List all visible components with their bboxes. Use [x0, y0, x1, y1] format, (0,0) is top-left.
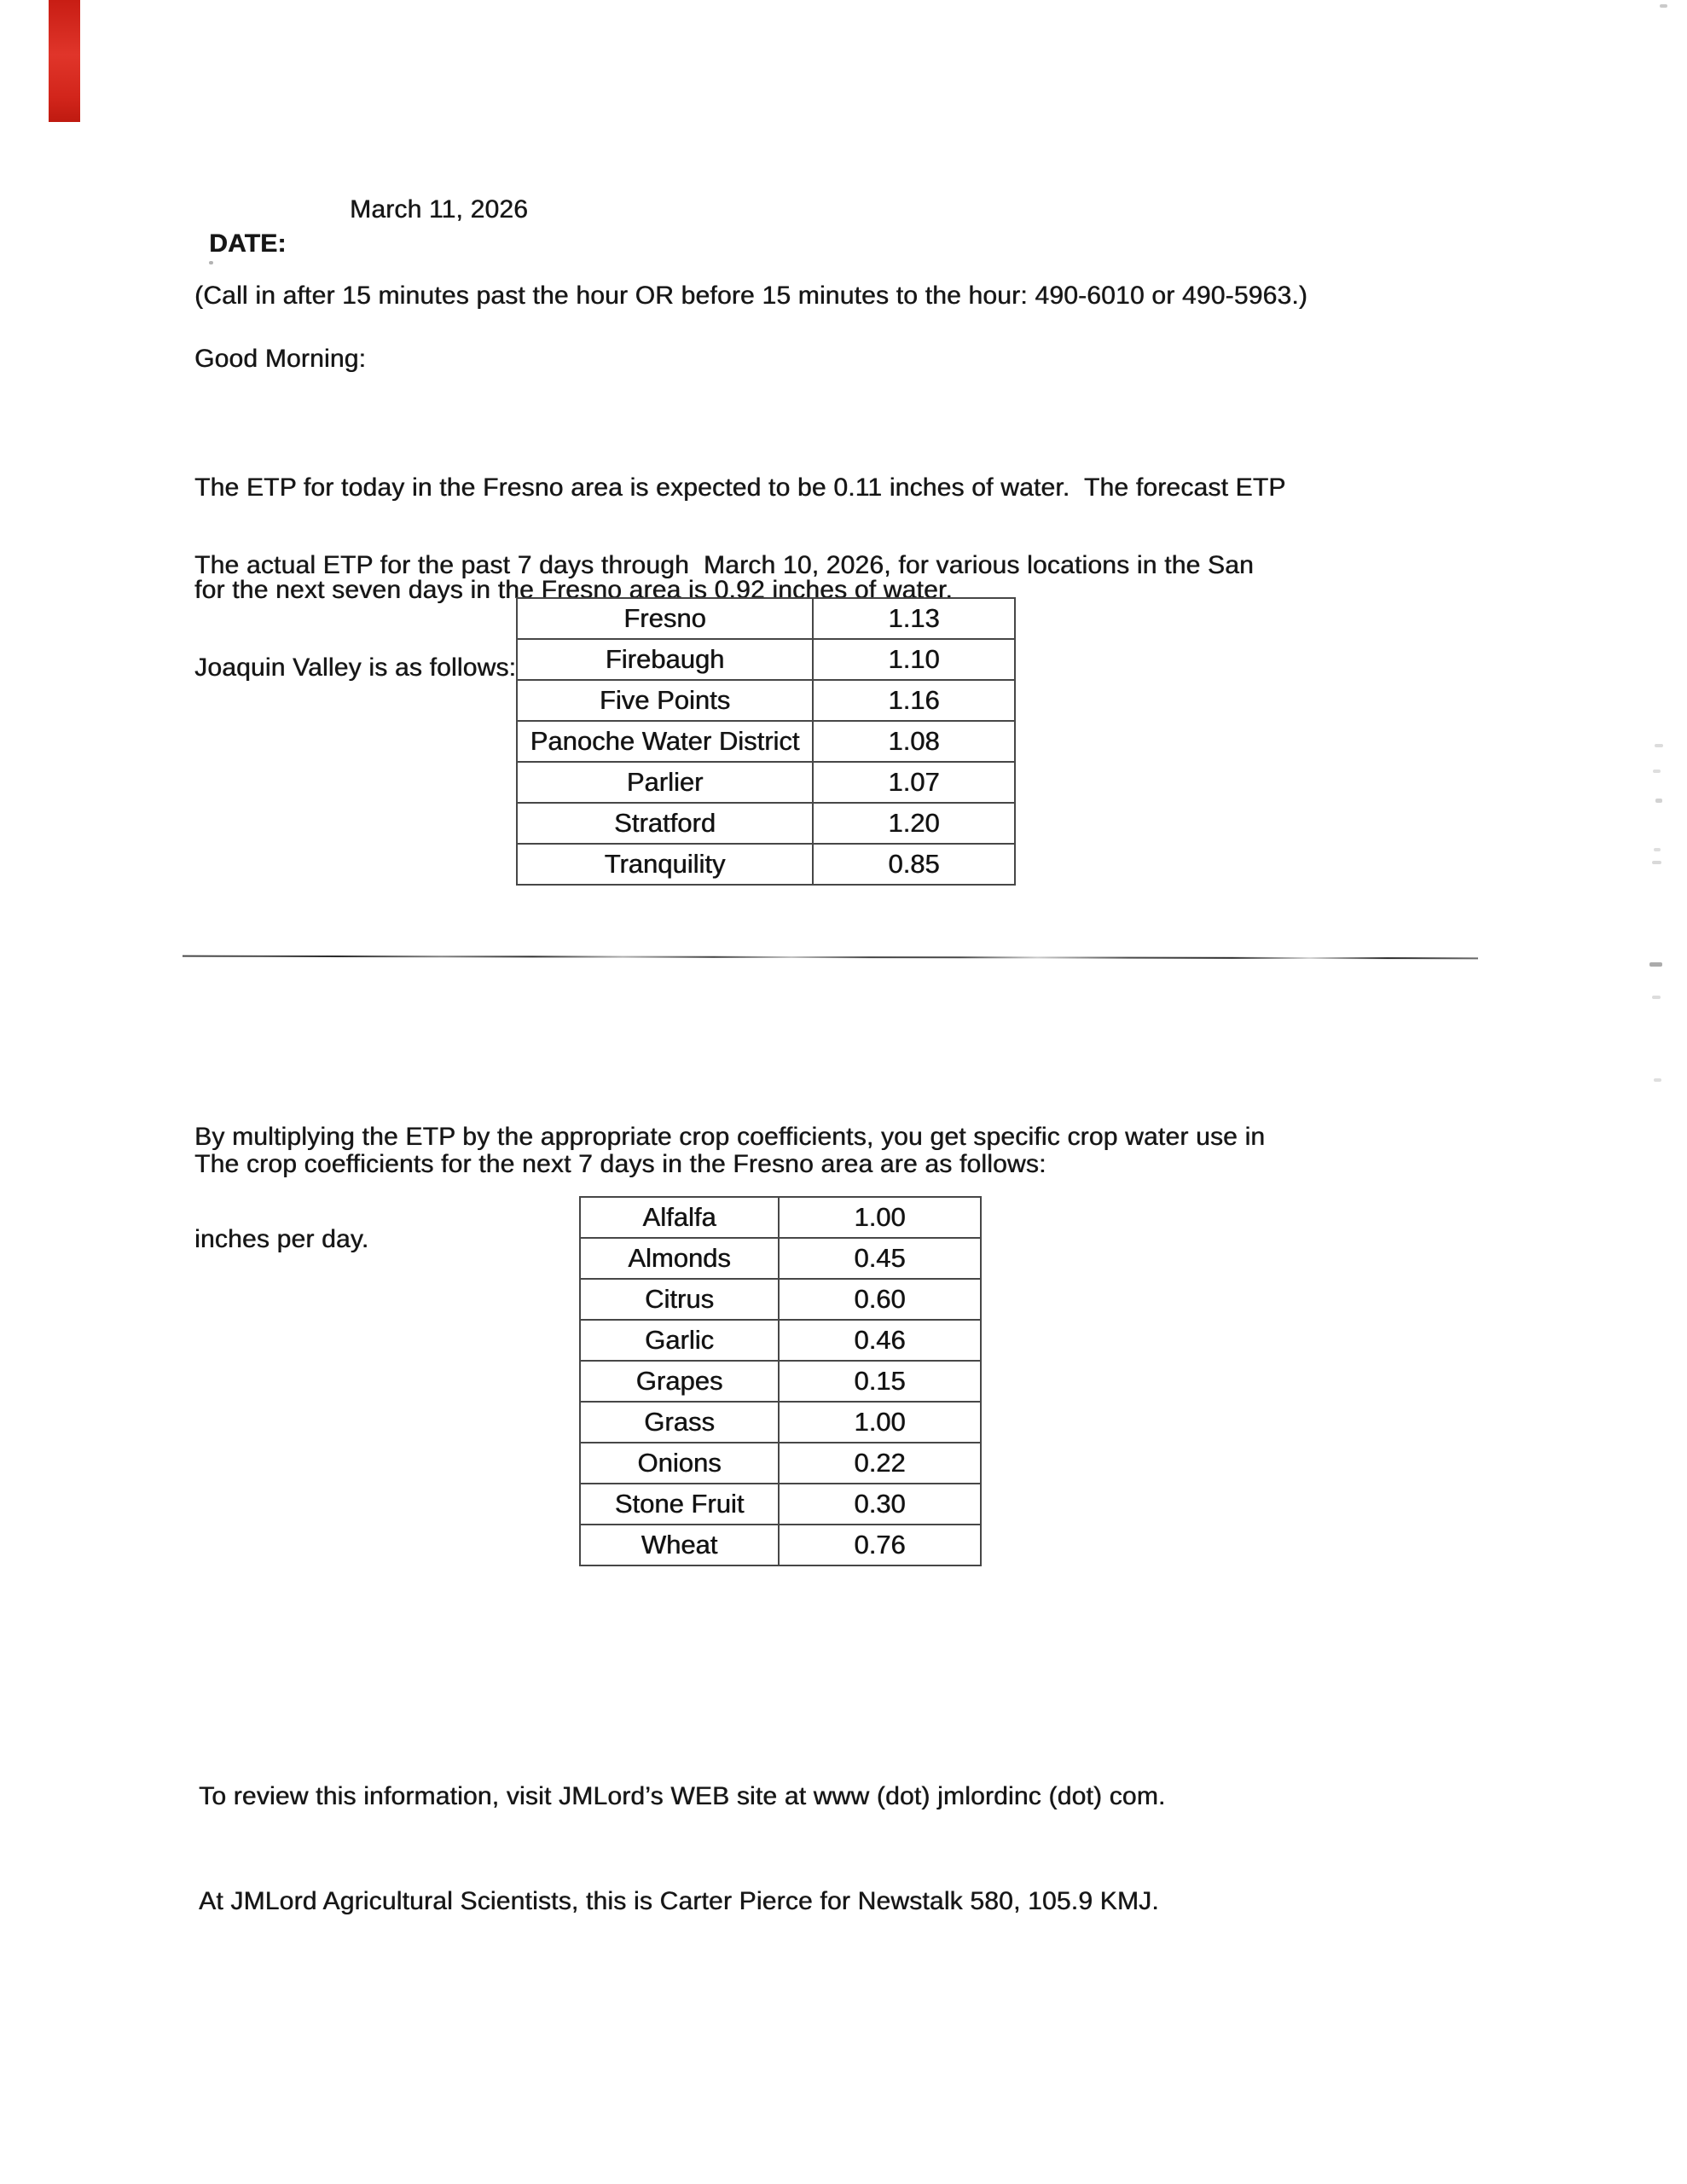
- table-row: [580, 1402, 981, 1443]
- table-row: [517, 598, 1015, 639]
- etp-value-cell: 1.16: [813, 680, 1015, 721]
- crop-value-cell: 0.45: [779, 1238, 981, 1279]
- actual-etp-line-2: Joaquin Valley is as follows:: [194, 653, 517, 682]
- crop-name-cell: Stone Fruit: [580, 1484, 779, 1525]
- table-row: [580, 1197, 981, 1238]
- scan-speck: [1649, 962, 1662, 967]
- etp-value-cell: 1.08: [813, 721, 1015, 762]
- crop-value-cell: 1.00: [779, 1402, 981, 1443]
- section-divider: [183, 955, 1478, 960]
- crop-value-cell: 1.00: [779, 1197, 981, 1238]
- etp-location-cell: Tranquility: [517, 844, 813, 885]
- multiply-line-2: inches per day.: [194, 1225, 369, 1253]
- footer-signoff: [199, 1709, 1165, 1954]
- table-row: [580, 1320, 981, 1361]
- footer-line-1: To review this information, visit JMLord’s WEB site at www (dot) jmlordinc (dot) com.: [199, 1782, 1166, 1810]
- crop-value-cell: 0.46: [779, 1320, 981, 1361]
- table-row: [580, 1279, 981, 1320]
- table-row: [517, 680, 1015, 721]
- etp-value-cell: 0.85: [813, 844, 1015, 885]
- etp-location-cell: Stratford: [517, 803, 813, 844]
- crop-value-cell: 0.76: [779, 1525, 981, 1565]
- scan-speck: [1655, 744, 1663, 747]
- scan-speck: [209, 261, 213, 264]
- table-row: [517, 639, 1015, 680]
- crop-name-cell: Onions: [580, 1443, 779, 1484]
- forecast-line-2: for the next seven days in the Fresno area is 0.92 inches of water.: [194, 576, 953, 604]
- etp-value-cell: 1.10: [813, 639, 1015, 680]
- crop-value-cell: 0.22: [779, 1443, 981, 1484]
- crop-intro: The crop coefficients for the next 7 days in the Fresno area are as follows:: [194, 1150, 1046, 1178]
- table-row: [517, 803, 1015, 844]
- crop-name-cell: Alfalfa: [580, 1197, 779, 1238]
- table-row: [580, 1443, 981, 1484]
- call-in-note: (Call in after 15 minutes past the hour OR before 15 minutes to the hour: 490-6010 or 490-5963.): [194, 282, 1307, 310]
- scan-speck: [1653, 770, 1661, 773]
- etp-location-cell: Firebaugh: [517, 639, 813, 680]
- crop-value-cell: 0.15: [779, 1361, 981, 1402]
- crop-value-cell: 0.30: [779, 1484, 981, 1525]
- red-ink-mark: [49, 0, 80, 122]
- footer-line-2: At JMLord Agricultural Scientists, this is Carter Pierce for Newstalk 580, 105.9 KMJ.: [199, 1887, 1159, 1915]
- scan-speck: [1660, 4, 1667, 8]
- etp-value-cell: 1.13: [813, 598, 1015, 639]
- table-row: [580, 1238, 981, 1279]
- date-value: March 11, 2026: [350, 195, 529, 224]
- crop-coefficients-table: [579, 1196, 982, 1566]
- table-row: [517, 844, 1015, 885]
- crop-name-cell: Garlic: [580, 1320, 779, 1361]
- actual-etp-line-1: The actual ETP for the past 7 days through March 10, 2026, for various locations in the San: [194, 551, 1254, 579]
- table-row: [580, 1484, 981, 1525]
- scan-speck: [1652, 861, 1661, 864]
- etp-location-cell: Parlier: [517, 762, 813, 803]
- table-row: [580, 1525, 981, 1565]
- crop-name-cell: Almonds: [580, 1238, 779, 1279]
- etp-value-cell: 1.20: [813, 803, 1015, 844]
- etp-location-cell: Panoche Water District: [517, 721, 813, 762]
- scan-speck: [1655, 799, 1662, 803]
- scan-speck: [1654, 848, 1661, 851]
- table-row: [580, 1361, 981, 1402]
- scan-speck: [1654, 1078, 1661, 1082]
- scan-speck: [1652, 996, 1661, 999]
- greeting: Good Morning:: [194, 345, 367, 373]
- table-row: [517, 721, 1015, 762]
- etp-value-cell: 1.07: [813, 762, 1015, 803]
- etp-location-cell: Five Points: [517, 680, 813, 721]
- forecast-line-1: The ETP for today in the Fresno area is expected to be 0.11 inches of water. The forecast ETP: [194, 473, 1286, 502]
- etp-locations-table: [516, 597, 1016, 886]
- crop-name-cell: Citrus: [580, 1279, 779, 1320]
- crop-value-cell: 0.60: [779, 1279, 981, 1320]
- crop-name-cell: Grapes: [580, 1361, 779, 1402]
- crop-name-cell: Grass: [580, 1402, 779, 1443]
- etp-location-cell: Fresno: [517, 598, 813, 639]
- table-row: [517, 762, 1015, 803]
- crop-name-cell: Wheat: [580, 1525, 779, 1565]
- date-label: DATE:: [209, 229, 287, 258]
- multiply-line-1: By multiplying the ETP by the appropriate crop coefficients, you get specific crop water use in: [194, 1123, 1266, 1151]
